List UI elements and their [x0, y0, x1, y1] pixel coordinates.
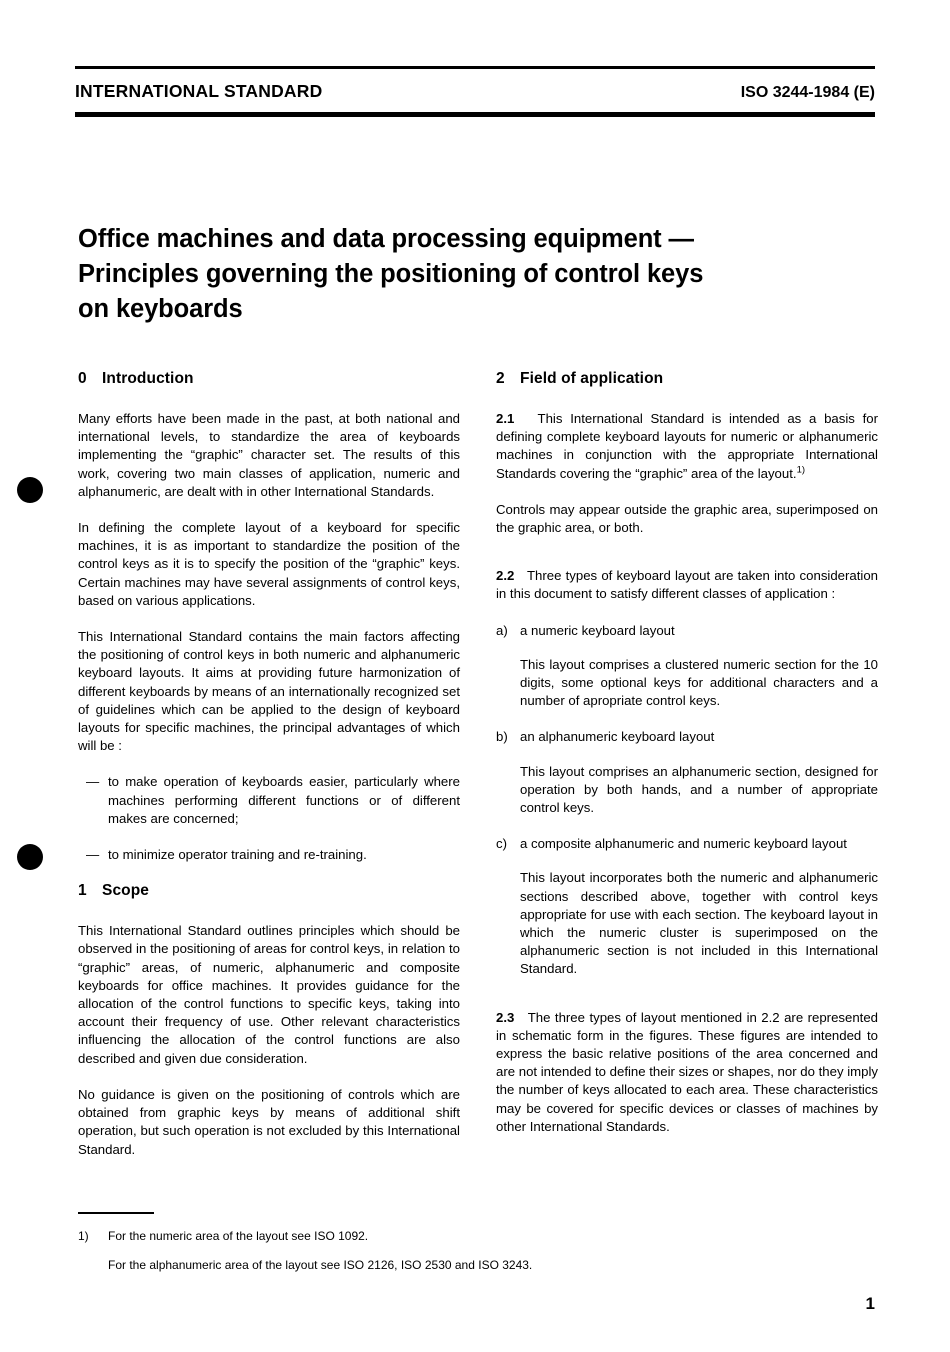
header-rule-bottom — [75, 112, 875, 117]
clause-number: 2.3 — [496, 1009, 515, 1025]
clause-2-1 — [496, 410, 878, 483]
clause-2-2 — [496, 567, 878, 603]
lettered-item-heading — [496, 622, 878, 640]
footnote-area — [78, 1212, 878, 1274]
dash-marker: — — [86, 774, 100, 790]
page-number: 1 — [865, 1294, 875, 1313]
title-line-1: Office machines and data processing equipment — — [78, 225, 694, 254]
margin-dot-marker — [17, 844, 43, 870]
page-title — [78, 222, 778, 327]
clause-number: 2.2 — [496, 568, 515, 584]
header-row — [75, 69, 875, 112]
footnote-text: For the numeric area of the layout see ISO 1092. — [108, 1229, 369, 1243]
section-title: Scope — [102, 882, 150, 900]
section-heading-introduction — [78, 370, 460, 388]
right-column — [496, 370, 878, 1159]
body-columns — [78, 370, 878, 1159]
item-heading-text: a numeric keyboard layout — [520, 622, 675, 638]
paragraph: This International Standard contains the main factors affecting the positioning of control keys in both numeric and alphanumeric keyboard layouts. It aims at providing future harmonization of different keyboards by means of an internationally recognized set of guidelines which can be applied to the design of keyboard layouts for specific machines, the principal advantages of which will be : — [78, 629, 460, 754]
section-number: 1 — [78, 882, 87, 900]
spacer — [496, 997, 878, 1009]
footnote-reference: 1) — [796, 464, 806, 476]
item-body-text: This layout comprises a clustered numeric section for the 10 digits, some optional keys for additional characters and a number of apropriate control keys. — [520, 656, 878, 709]
title-line-2: Principles governing the positioning of control keys — [78, 260, 704, 289]
paragraph: In defining the complete layout of a keyboard for specific machines, it is as important to standardize the position of the control keys as it is to specify the position of the “graphic” keys. Certain machines may have several assignments of control keys, based on various applications. — [78, 520, 460, 608]
clause-text: The three types of layout mentioned in 2.2 are represented in schematic form in the figures. These figures are intended to express the basic relative positions of the area concerned and are not intended to define their sizes or shapes, nor do they imply the number of keys allocated to each area. These characteristics may be covered for specific devices or classes of machines by other International Standards. — [496, 1009, 878, 1134]
list-item — [78, 773, 460, 828]
footnote-marker: 1) — [78, 1229, 89, 1243]
footnote-separator-rule — [78, 1212, 154, 1214]
standard-reference-label: ISO 3244-1984 (E) — [740, 84, 875, 101]
item-body-text: This layout incorporates both the numeric and alphanumeric sections described above, together with control keys appropriate for use with each section. The keyboard layout in which the numeric cluster is superimposed on the alphanumeric section is not included in this International Standard. — [520, 870, 878, 977]
item-letter: b) — [496, 729, 508, 745]
standard-type-label: INTERNATIONAL STANDARD — [75, 81, 323, 101]
section-number: 0 — [78, 370, 87, 387]
footnote-entry — [78, 1257, 878, 1274]
paragraph: Many efforts have been made in the past, at both national and international levels, to standardize the area of keyboards implementing the “graphic” character set. The results of this work, covering two main classes of application, numeric and alphanumeric, are dealt with in other International Standards. — [78, 411, 460, 499]
left-column — [78, 370, 460, 1159]
item-heading-text: a composite alphanumeric and numeric keyboard layout — [520, 836, 847, 852]
dash-marker: — — [86, 847, 100, 863]
title-line-3: on keyboards — [78, 295, 243, 324]
list-item-text: to minimize operator training and re-training. — [108, 847, 367, 863]
paragraph: Controls may appear outside the graphic area, superimposed on the graphic area, or both. — [496, 501, 878, 536]
footnote-entry — [78, 1228, 878, 1245]
running-header — [75, 66, 875, 117]
spacer — [496, 555, 878, 567]
item-body-text: This layout comprises an alphanumeric section, designed for operation by both hands, and a number of appropriate control keys. — [520, 763, 878, 816]
clause-2-3 — [496, 1009, 878, 1136]
item-letter: a) — [496, 622, 508, 638]
lettered-item-b — [496, 728, 878, 817]
dash-list — [78, 773, 460, 864]
footnote-text: For the alphanumeric area of the layout see ISO 2126, ISO 2530 and ISO 3243. — [108, 1258, 533, 1272]
margin-dot-marker — [17, 477, 43, 503]
item-letter: c) — [496, 836, 507, 852]
item-heading-text: an alphanumeric keyboard layout — [520, 729, 715, 745]
clause-number: 2.1 — [496, 411, 515, 426]
list-item — [78, 846, 460, 864]
lettered-item-heading — [496, 835, 878, 853]
lettered-item-a — [496, 622, 878, 711]
list-item-text: to make operation of keyboards easier, particularly where machines performing different functions or of different makes are concerned; — [108, 774, 460, 826]
clause-text: This International Standard is intended as a basis for defining complete keyboard layouts for numeric or alphanumeric machines in conjunction with the appropriate International Standards covering the “graphic” area of the layout. — [496, 411, 878, 481]
clause-text: Three types of keyboard layout are taken into consideration in this document to satisfy different classes of application : — [496, 568, 878, 602]
section-number: 2 — [496, 370, 505, 387]
section-title: Introduction — [102, 370, 194, 387]
paragraph: This International Standard outlines principles which should be observed in the positioning of areas for control keys, in relation to “graphic” areas, of numeric, alphanumeric and composite keyboards for office machines. It provides guidance for the allocation of the control functions to specific keys, taking into account their frequency of use. Other relevant characteristics influencing the allocation of the control functions are also described and given due consideration. — [78, 923, 460, 1066]
section-heading-scope — [78, 882, 460, 900]
section-heading-field-of-application — [496, 370, 878, 388]
section-title: Field of application — [520, 370, 664, 387]
paragraph: No guidance is given on the positioning of controls which are obtained from graphic keys by means of additional shift operation, but such operation is not excluded by this International Standard. — [78, 1086, 460, 1157]
lettered-item-c — [496, 835, 878, 978]
lettered-item-heading — [496, 728, 878, 746]
